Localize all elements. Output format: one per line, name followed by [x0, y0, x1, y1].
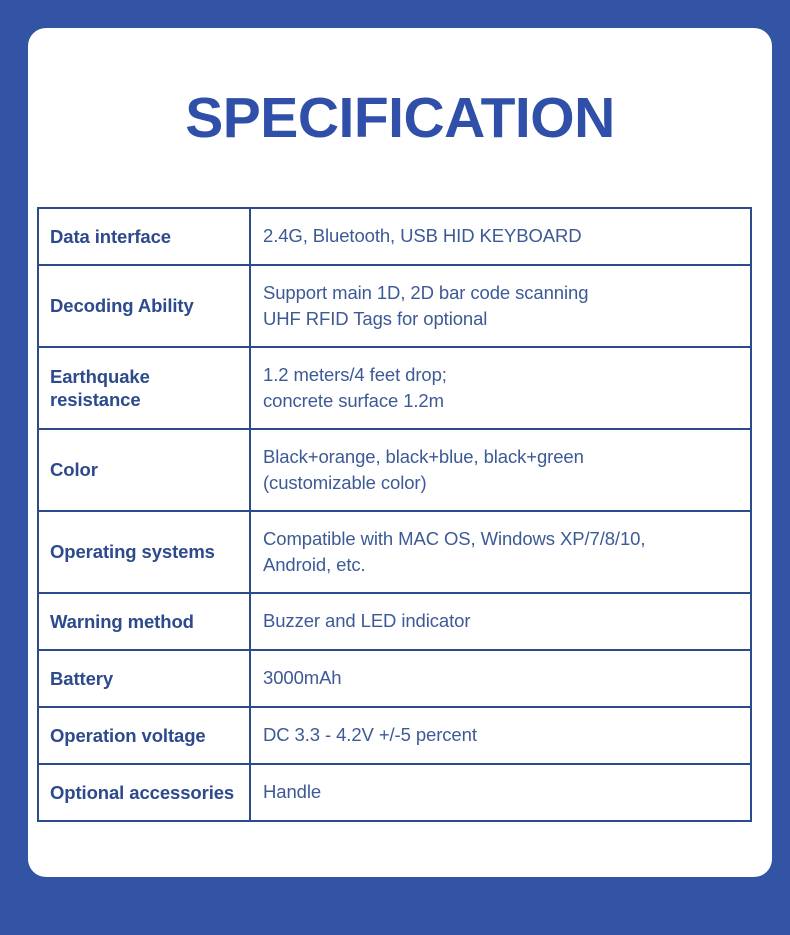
spec-label: Color — [38, 429, 250, 511]
spec-value-line: Compatible with MAC OS, Windows XP/7/8/10, — [263, 527, 646, 549]
spec-label: Warning method — [38, 593, 250, 650]
spec-value-line: 1.2 meters/4 feet drop; — [263, 363, 447, 385]
spec-value-line: DC 3.3 - 4.2V +/-5 percent — [263, 724, 477, 746]
spec-label: Optional accessories — [38, 764, 250, 821]
spec-value — [250, 650, 751, 707]
spec-value-line: Android, etc. — [263, 554, 366, 575]
spec-label: Data interface — [38, 208, 250, 265]
spec-value — [250, 208, 751, 265]
table-row — [38, 593, 751, 650]
spec-value — [250, 429, 751, 511]
table-row — [38, 707, 751, 764]
spec-value-line: Buzzer and LED indicator — [263, 610, 471, 632]
spec-value-line: Support main 1D, 2D bar code scanning — [263, 281, 589, 303]
page-title: SPECIFICATION — [185, 86, 615, 150]
spec-value-line: Black+orange, black+blue, black+green — [263, 445, 584, 467]
spec-label-line: Earthquake — [50, 365, 150, 387]
spec-label — [38, 347, 250, 429]
table-row — [38, 650, 751, 707]
spec-value-line: Handle — [263, 781, 322, 803]
spec-value-line: 2.4G, Bluetooth, USB HID KEYBOARD — [263, 225, 582, 247]
spec-value-line: 3000mAh — [263, 667, 342, 689]
spec-label: Operation voltage — [38, 707, 250, 764]
spec-value — [250, 511, 751, 593]
spec-value — [250, 764, 751, 821]
spec-label: Battery — [38, 650, 250, 707]
spec-value — [250, 707, 751, 764]
spec-label: Operating systems — [38, 511, 250, 593]
spec-label-line: resistance — [50, 389, 141, 410]
spec-value — [250, 593, 751, 650]
table-row — [38, 764, 751, 821]
table-row — [38, 429, 751, 511]
table-row — [38, 511, 751, 593]
specification-card — [28, 28, 772, 877]
table-row — [38, 208, 751, 265]
spec-label: Decoding Ability — [38, 265, 250, 347]
specification-table — [37, 207, 752, 822]
spec-value-line: UHF RFID Tags for optional — [263, 308, 488, 329]
table-row — [38, 347, 751, 429]
spec-value-line: concrete surface 1.2m — [263, 390, 444, 411]
spec-value — [250, 347, 751, 429]
spec-value — [250, 265, 751, 347]
spec-value-line: (customizable color) — [263, 472, 427, 493]
table-row — [38, 265, 751, 347]
